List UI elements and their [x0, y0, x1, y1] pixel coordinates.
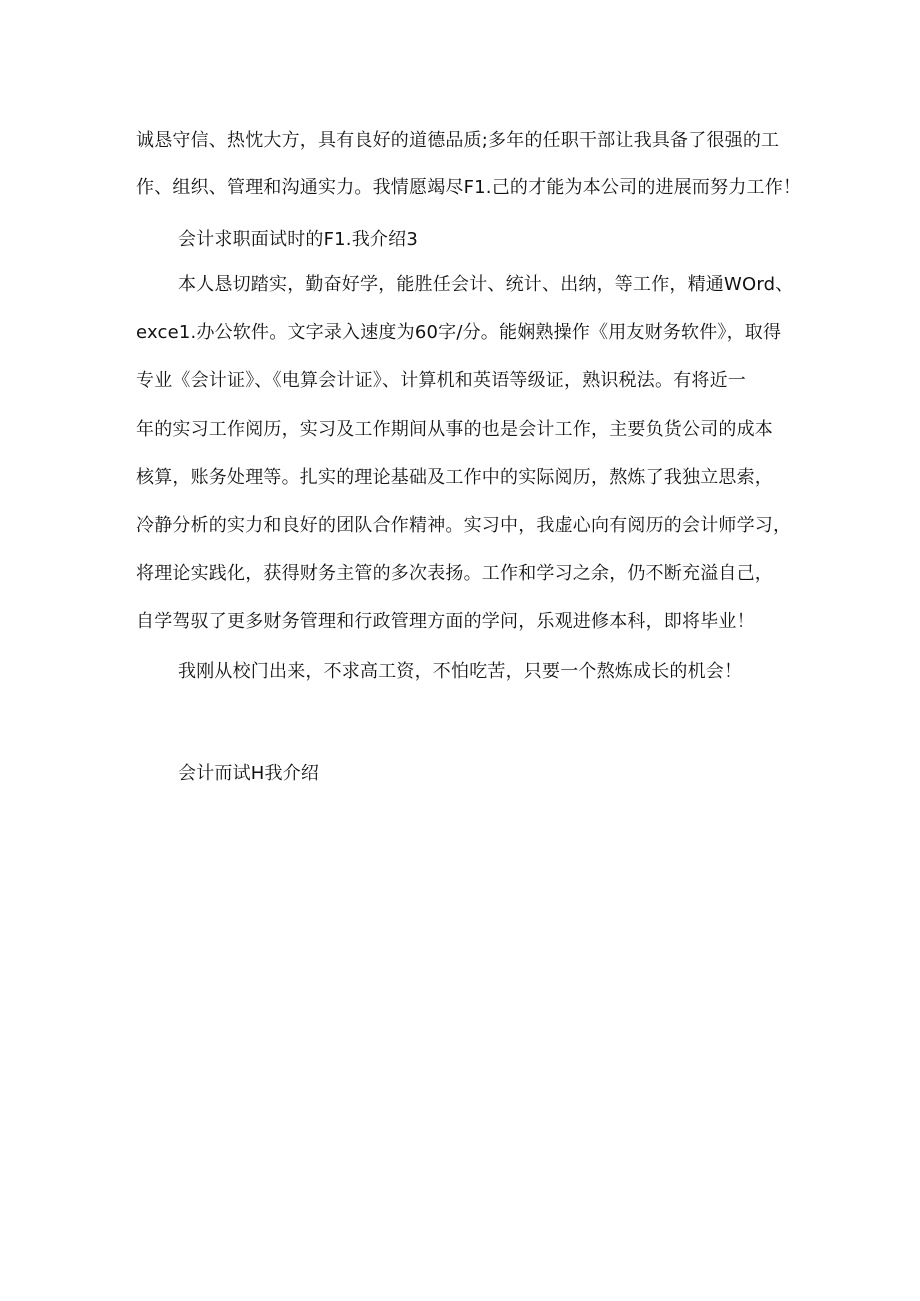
paragraph-line: 专业《会计证》、《电算会计证》、计算机和英语等级证，熟识税法。有将近一: [136, 370, 746, 391]
section-heading: 会计而试H我介绍: [178, 763, 320, 784]
paragraph-line: 将理论实践化，获得财务主管的多次表扬。工作和学习之余，仍不断充溢自己，: [136, 563, 773, 584]
paragraph-line: exce1.办公软件。文字录入速度为60字/分。能娴熟操作《用友财务软件》，取得: [136, 322, 782, 343]
paragraph-line: 核算，账务处理等。扎实的理论基础及工作中的实际阅历，熬炼了我独立思索，: [136, 467, 773, 488]
paragraph-line: 诚恳守信、热忱大方，具有良好的道德品质;多年的任职干部让我具备了很强的工: [136, 130, 780, 151]
paragraph-line: 本人恳切踏实，勤奋好学，能胜任会计、统计、出纳，等工作，精通WOrd、: [178, 274, 794, 295]
paragraph-line: 冷静分析的实力和良好的团队合作精神。实习中，我虚心向有阅历的会计师学习，: [136, 515, 792, 536]
paragraph-line: 自学驾驭了更多财务管理和行政管理方面的学问，乐观进修本科，即将毕业！: [136, 611, 755, 632]
section-heading: 会计求职面试时的F1.我介绍3: [178, 229, 418, 250]
paragraph-line: 年的实习工作阅历，实习及工作期间从事的也是会计工作，主要负货公司的成本: [136, 419, 773, 440]
paragraph-line: 我刚从校门出来，不求高工资，不怕吃苦，只要一个熬炼成长的机会！: [178, 661, 743, 682]
paragraph-line: 作、组织、管理和沟通实力。我情愿竭尽F1.己的才能为本公司的进展而努力工作！: [136, 177, 802, 198]
